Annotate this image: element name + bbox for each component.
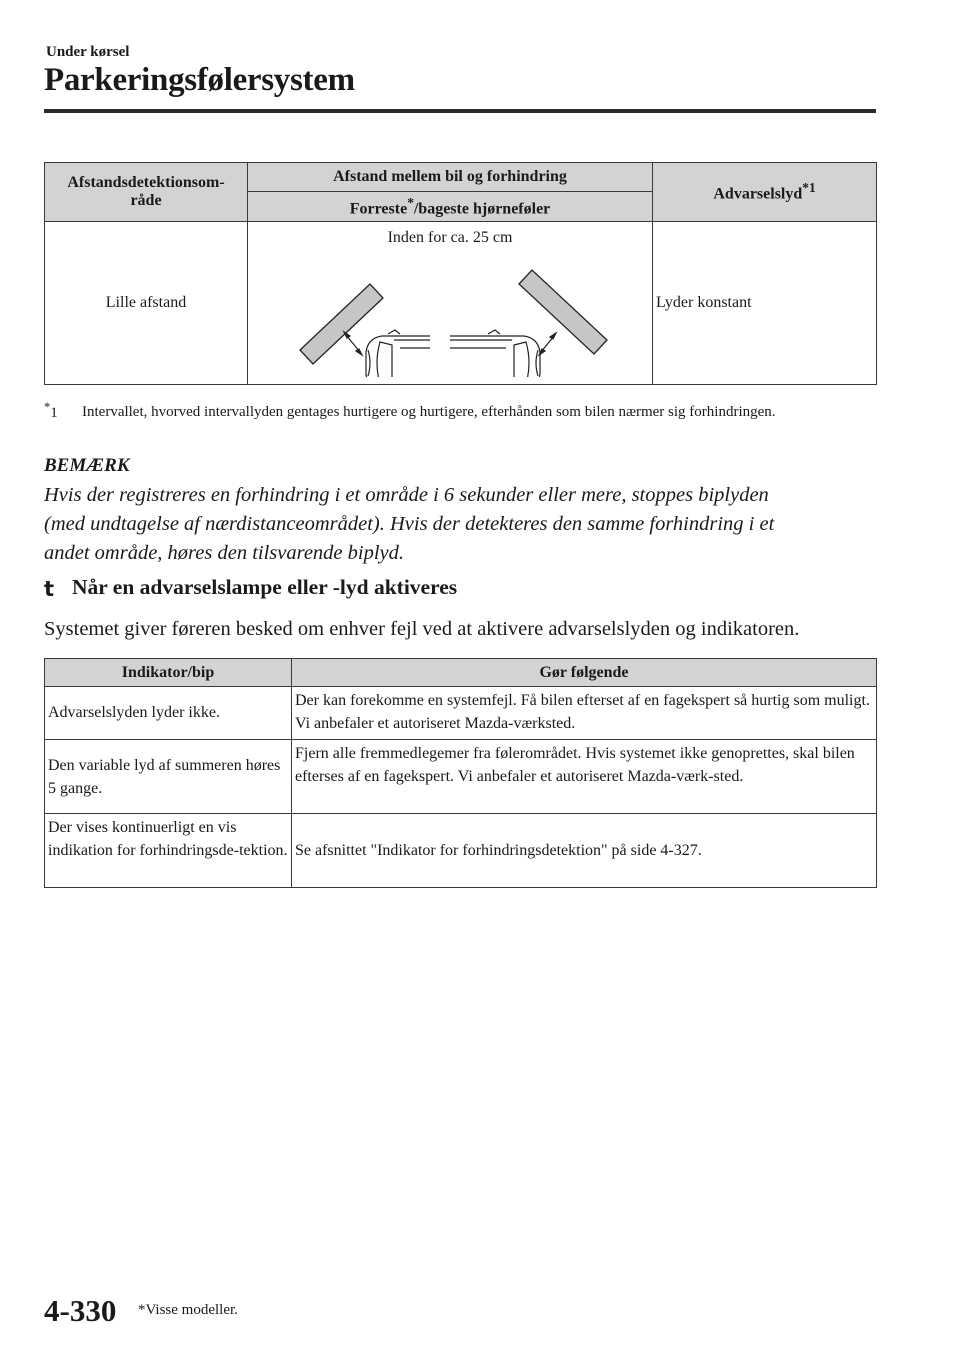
section-label: Under kørsel bbox=[46, 44, 130, 60]
section-heading: Når en advarselslampe eller -lyd aktiveres bbox=[72, 575, 458, 599]
section-marker: t bbox=[44, 577, 55, 601]
corner-sensor-illustration bbox=[292, 252, 612, 377]
note-heading: BEMÆRK bbox=[44, 455, 130, 476]
range-cell: Lille afstand bbox=[45, 222, 248, 385]
table-row bbox=[45, 687, 877, 740]
sound-cell: Lyder konstant bbox=[653, 222, 877, 385]
table-row bbox=[45, 740, 877, 814]
header-action: Gør følgende bbox=[292, 659, 877, 687]
header-range: Afstandsdetektionsom- råde bbox=[45, 163, 248, 222]
footer-note: *Visse modeller. bbox=[138, 1302, 238, 1318]
indicator-table bbox=[44, 658, 877, 888]
left-distance-arrow bbox=[344, 332, 362, 355]
distance-table bbox=[44, 162, 877, 385]
distance-caption: Inden for ca. 25 cm bbox=[387, 229, 513, 246]
note-line: andet område, høres den tilsvarende biplyd. bbox=[44, 542, 405, 564]
illustration-cell bbox=[248, 222, 653, 385]
note-line: Hvis der registreres en forhindring i et område i 6 sekunder eller mere, stoppes biplyden bbox=[44, 484, 769, 506]
footnote-mark: *1 bbox=[44, 400, 58, 421]
header-sensor: Forreste*/bageste hjørneføler bbox=[248, 192, 653, 222]
note-line: (med undtagelse af nærdistanceområdet). Hvis der detekteres den samme forhindring i et bbox=[44, 513, 775, 535]
right-distance-arrow bbox=[539, 333, 556, 355]
header-distance: Afstand mellem bil og forhindring bbox=[248, 163, 653, 192]
title-rule bbox=[44, 109, 876, 113]
note-body bbox=[44, 481, 884, 568]
table-row bbox=[45, 814, 877, 888]
header-indicator: Indikator/bip bbox=[45, 659, 292, 687]
action-cell: Se afsnittet "Indikator for forhindringsdetektion" på side 4-327. bbox=[292, 814, 877, 888]
page-number: 4-330 bbox=[44, 1293, 117, 1328]
action-cell: Der kan forekomme en systemfejl. Få bilen efterset af en fagekspert så hurtig som muligt. Vi anbefaler et autoriseret Mazda-værksted. bbox=[292, 687, 877, 740]
page-title: Parkeringsfølersystem bbox=[44, 62, 355, 98]
footnote-text: Intervallet, hvorved intervallyden gentages hurtigere og hurtigere, efterhånden som bilen nærmer sig forhindringen. bbox=[82, 404, 776, 420]
header-sound: Advarselslyd$^{*1}$ bbox=[653, 163, 877, 222]
action-cell: Fjern alle fremmedlegemer fra følerområdet. Hvis systemet ikke genoprettes, skal bilen efterses af en fagekspert. Vi anbefaler et autoriseret Mazda-værk-sted. bbox=[292, 740, 877, 814]
right-obstacle bbox=[519, 270, 607, 354]
indicator-cell: Den variable lyd af summeren høres 5 gange. bbox=[45, 740, 292, 814]
section-intro: Systemet giver føreren besked om enhver fejl ved at aktivere advarselslyden og indikatoren. bbox=[44, 618, 800, 640]
left-obstacle bbox=[300, 284, 383, 364]
indicator-cell: Advarselslyden lyder ikke. bbox=[45, 687, 292, 740]
left-car-front bbox=[366, 330, 430, 377]
right-car-rear bbox=[450, 330, 540, 377]
indicator-cell: Der vises kontinuerligt en vis indikation for forhindringsde-tektion. bbox=[45, 814, 292, 888]
